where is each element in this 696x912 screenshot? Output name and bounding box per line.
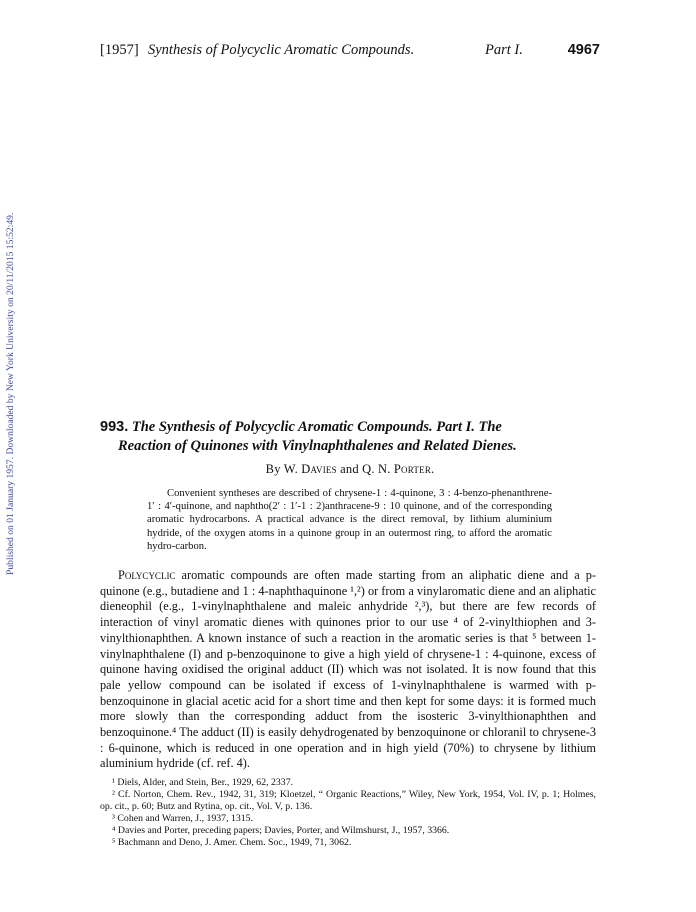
- body-paragraph-text: aromatic compounds are often made starting from an aliphatic diene and a p-quinone (e.g., butadiene and 1 : 4-naphthaquinone ¹,²) or from a vinylaromatic diene and an aliphatic dieneophil (e.g., 1-vinylnaphthalene and maleic anhydride ²,³), but there are few records of interaction of vinyl aromatic dienes with quinones prior to our use ⁴ of 2-vinylthiophen and 3-vinylthionaphthen. A known instance of such a reaction in the aromatic series is that ⁵ between 1-vinylnaphthalene (I) and p-benzoquinone to give a high yield of chrysene-1 : 4-quinone, excess of quinone having oxidised the original adduct (II) which was not isolated. It is now found that this pale yellow compound can be isolated if excess of 1-vinylnaphthalene is warmed with p-benzoquinone in glacial acetic acid for a short time and then kept for some days: it is formed much more slowly than the corresponding adduct from the isosteric 3-vinylthionaphthen and benzoquinone.⁴ The adduct (II) is easily dehydrogenated by benzoquinone or chloranil to chrysene-3 : 6-quinone, which is reduced in one operation and in high yield (70%) to chrysene by lithium aluminium hydride (cf. ref. 4).: [100, 568, 596, 771]
- header-year: [1957]: [100, 42, 139, 58]
- author-and: and: [340, 462, 359, 476]
- footnotes: [100, 777, 596, 848]
- abstract-text: Convenient syntheses are described of chrysene-1 : 4-quinone, 3 : 4-benzo-phenanthrene-1′ : 4′-quinone, and naphtho(2′ : 1′-1 : 2)anthracene-9 : 10 quinone, and of the corresponding aromatic hydrocarbons. A practical advance is the direct removal, by lithium aluminium hydride, of the oxygen atoms in a quinone group in an outermost ring, to afford the aromatic hydro-carbon.: [147, 488, 552, 552]
- title-line-1: The Synthesis of Polycyclic Aromatic Compounds. Part I. The: [131, 419, 502, 435]
- footnote: ⁴ Davies and Porter, preceding papers; Davies, Porter, and Wilmshurst, J., 1957, 3366.: [112, 824, 450, 836]
- author-line: [100, 462, 600, 477]
- body-lead-word: Polycyclic: [118, 568, 176, 582]
- page-number: 4967: [567, 42, 600, 58]
- footnote: ⁵ Bachmann and Deno, J. Amer. Chem. Soc., 1949, 71, 3062.: [112, 836, 352, 848]
- article-title: [100, 418, 600, 456]
- running-header: [100, 42, 600, 64]
- author-2-initials: Q. N.: [362, 462, 391, 476]
- footnote: ² Cf. Norton, Chem. Rev., 1942, 31, 319; Kloetzel, “ Organic Reactions,” Wiley, New York, 1954, Vol. IV, p. 1; Holmes, op. cit., p. 60; Butz and Rytina, op. cit., Vol. V, p. 136.: [100, 788, 596, 812]
- abstract: [147, 487, 552, 553]
- body-paragraph: [100, 568, 596, 772]
- article-number: 993.: [100, 419, 129, 435]
- header-part: Part I.: [485, 42, 523, 58]
- author-2: Porter.: [393, 462, 435, 476]
- author-by: By W.: [265, 462, 298, 476]
- author-1: Davies: [301, 462, 337, 476]
- header-title: Synthesis of Polycyclic Aromatic Compounds.: [148, 42, 415, 58]
- footnote: ¹ Diels, Alder, and Stein, Ber., 1929, 62, 2337.: [112, 777, 294, 788]
- body-text: [100, 568, 596, 772]
- title-line-2: Reaction of Quinones with Vinylnaphthalenes and Related Dienes.: [118, 438, 517, 454]
- download-provenance-note: Published on 01 January 1957. Downloaded by New York University on 20/11/2015 15:52:49.: [5, 212, 16, 575]
- footnote: ³ Cohen and Warren, J., 1937, 1315.: [112, 812, 254, 824]
